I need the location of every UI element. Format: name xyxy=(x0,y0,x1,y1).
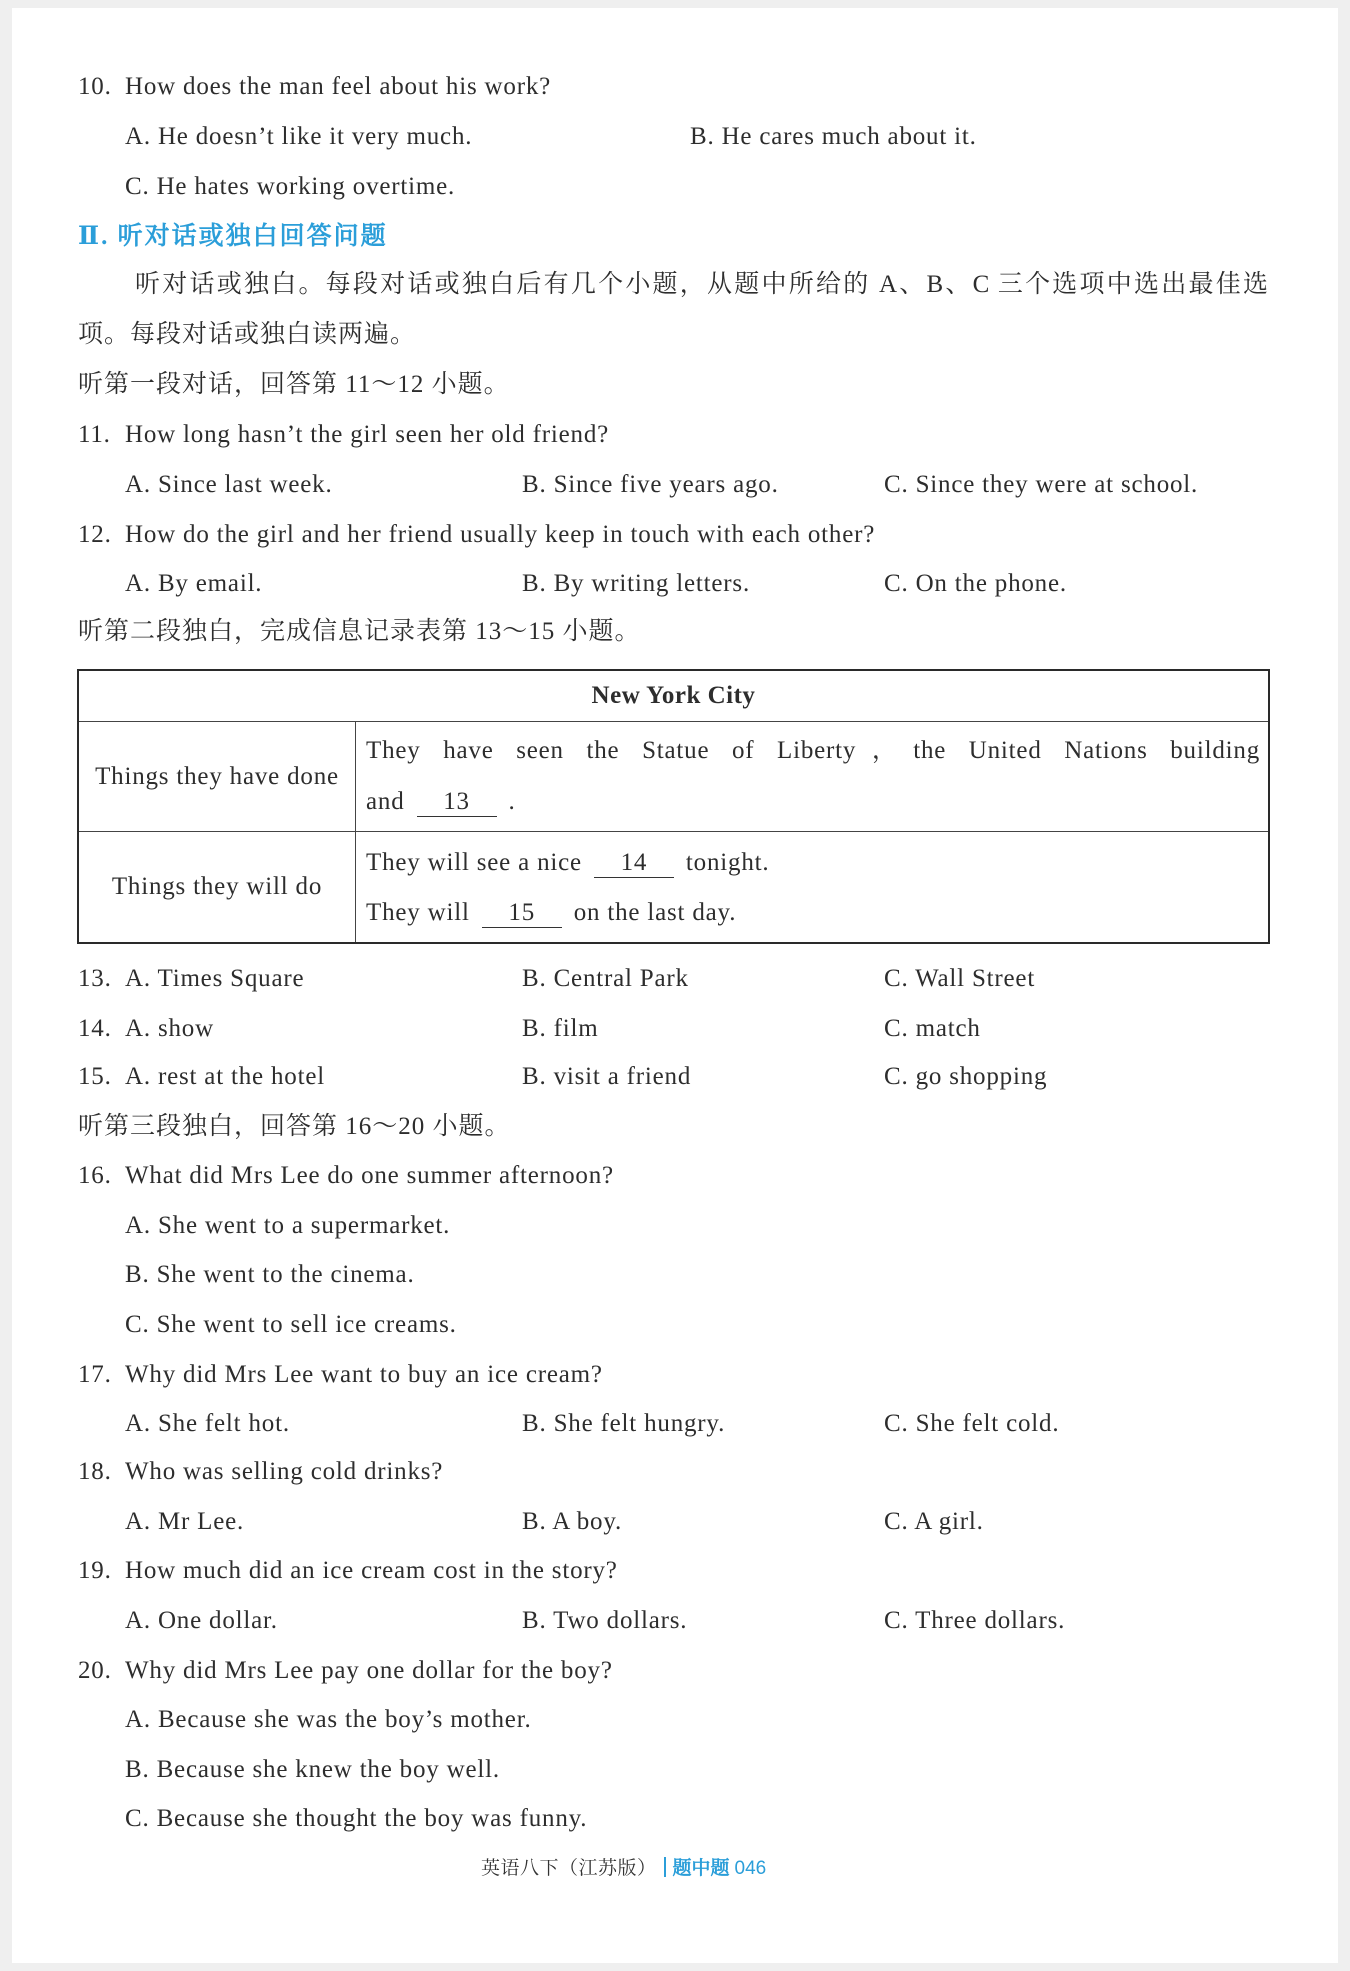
option-a: A. rest at the hotel xyxy=(125,1063,325,1090)
question-17-options xyxy=(0,1407,1300,1441)
question-20-option-b xyxy=(0,1753,1300,1787)
line-text: on the last day. xyxy=(573,899,737,926)
row-content xyxy=(356,722,1268,831)
question-number: 13. xyxy=(78,965,112,992)
option-b: B. By writing letters. xyxy=(522,570,751,597)
option-b: B. visit a friend xyxy=(522,1063,692,1090)
part-heading-text: 听第二段独白，完成信息记录表第 13～15 小题。 xyxy=(78,618,641,645)
info-record-table xyxy=(77,669,1270,944)
book-title: 英语八下（江苏版） xyxy=(481,1858,657,1879)
part-heading-text: 听第三段独白，回答第 16～20 小题。 xyxy=(78,1113,511,1140)
question-16 xyxy=(0,1159,1300,1193)
question-number: 20. xyxy=(78,1657,112,1684)
part-heading-text: 听第一段对话，回答第 11～12 小题。 xyxy=(78,371,510,398)
line-text: and xyxy=(366,788,405,815)
question-15 xyxy=(0,1060,1300,1094)
section-title: Ⅱ. 听对话或独白回答问题 xyxy=(78,223,388,250)
question-number: 11. xyxy=(78,421,111,448)
question-20-option-a xyxy=(0,1703,1300,1737)
blank-15: 15 xyxy=(482,899,562,928)
option-c: C. go shopping xyxy=(884,1063,1048,1090)
question-11-options xyxy=(0,468,1300,502)
content-line xyxy=(366,846,1260,880)
option-c: C. Because she thought the boy was funny. xyxy=(125,1805,588,1832)
table-title: New York City xyxy=(79,671,1268,722)
option-b: B. He cares much about it. xyxy=(690,123,977,150)
line-text: . xyxy=(508,788,516,815)
question-19 xyxy=(0,1554,1300,1588)
question-number: 12. xyxy=(78,521,112,548)
page-footer xyxy=(481,1854,766,1882)
option-c: C. A girl. xyxy=(884,1508,984,1535)
option-c: C. match xyxy=(884,1015,981,1042)
line-text: They will see a nice xyxy=(366,849,582,876)
instructions-line-2 xyxy=(0,318,1300,352)
part-1-heading xyxy=(0,368,1300,402)
blank-14: 14 xyxy=(594,849,674,878)
question-stem: Why did Mrs Lee pay one dollar for the boy? xyxy=(125,1657,613,1684)
question-16-option-b xyxy=(0,1258,1300,1292)
question-number: 18. xyxy=(78,1458,112,1485)
option-b: B. A boy. xyxy=(522,1508,623,1535)
option-a: A. By email. xyxy=(125,570,263,597)
question-20 xyxy=(0,1654,1300,1688)
table-row-done xyxy=(79,722,1268,832)
question-number: 16. xyxy=(78,1162,112,1189)
option-b: B. Since five years ago. xyxy=(522,471,779,498)
row-label: Things they have done xyxy=(79,722,356,831)
series-name: 题中题 xyxy=(672,1857,730,1879)
question-20-option-c xyxy=(0,1802,1300,1836)
row-content xyxy=(356,832,1268,942)
option-a: A. She went to a supermarket. xyxy=(125,1212,451,1239)
question-11 xyxy=(0,418,1300,452)
question-13 xyxy=(0,962,1300,996)
question-19-options xyxy=(0,1604,1300,1638)
option-a: A. Mr Lee. xyxy=(125,1508,245,1535)
question-17 xyxy=(0,1358,1300,1392)
question-12 xyxy=(0,518,1300,552)
question-14 xyxy=(0,1012,1300,1046)
table-row-will-do xyxy=(79,832,1268,942)
option-b: B. Two dollars. xyxy=(522,1607,688,1634)
question-stem: How do the girl and her friend usually keep in touch with each other? xyxy=(125,521,876,548)
blank-13: 13 xyxy=(417,788,497,817)
question-stem: How long hasn’t the girl seen her old friend? xyxy=(125,421,610,448)
content-line xyxy=(366,785,1260,819)
page-number: 046 xyxy=(734,1858,767,1879)
question-10-options-row-1 xyxy=(0,120,1300,154)
part-2-heading xyxy=(0,615,1300,649)
option-b: B. She felt hungry. xyxy=(522,1410,726,1437)
line-text: tonight. xyxy=(685,849,770,876)
option-a: A. show xyxy=(125,1015,214,1042)
line-text: They will xyxy=(366,899,470,926)
option-a: A. Times Square xyxy=(125,965,305,992)
option-c: C. On the phone. xyxy=(884,570,1067,597)
question-10-options-row-2 xyxy=(0,170,1300,204)
question-number: 10. xyxy=(78,73,112,100)
option-c: C. He hates working overtime. xyxy=(125,173,456,200)
instructions-line-1: 听对话或独白。每段对话或独白后有几个小题，从题中所给的 A、B、C 三个选项中选出最佳选 xyxy=(135,271,1268,298)
question-stem: What did Mrs Lee do one summer afternoon? xyxy=(125,1162,614,1189)
question-16-option-c xyxy=(0,1308,1300,1342)
footer-divider xyxy=(664,1857,666,1877)
option-a: A. She felt hot. xyxy=(125,1410,290,1437)
option-c: C. Three dollars. xyxy=(884,1607,1066,1634)
question-12-options xyxy=(0,567,1300,601)
question-number: 19. xyxy=(78,1557,112,1584)
option-b: B. Because she knew the boy well. xyxy=(125,1756,500,1783)
question-stem: How much did an ice cream cost in the story? xyxy=(125,1557,618,1584)
instructions-text: 项。每段对话或独白读两遍。 xyxy=(78,321,417,348)
question-16-option-a xyxy=(0,1209,1300,1243)
option-b: B. Central Park xyxy=(522,965,689,992)
option-a: A. One dollar. xyxy=(125,1607,278,1634)
question-stem: Who was selling cold drinks? xyxy=(125,1458,444,1485)
question-stem: How does the man feel about his work? xyxy=(125,73,552,100)
row-label: Things they will do xyxy=(79,832,356,942)
part-3-heading xyxy=(0,1110,1300,1144)
content-line xyxy=(366,896,1260,930)
question-number: 17. xyxy=(78,1361,112,1388)
question-number: 15. xyxy=(78,1063,112,1090)
option-b: B. film xyxy=(522,1015,599,1042)
question-18-options xyxy=(0,1505,1300,1539)
question-stem: Why did Mrs Lee want to buy an ice cream? xyxy=(125,1361,603,1388)
question-18 xyxy=(0,1455,1300,1489)
option-c: C. She went to sell ice creams. xyxy=(125,1311,457,1338)
question-10 xyxy=(0,70,1300,104)
question-number: 14. xyxy=(78,1015,112,1042)
option-c: C. Wall Street xyxy=(884,965,1036,992)
content-line: They have seen the Statue of Liberty，the United Nations building xyxy=(366,737,1260,764)
option-c: C. She felt cold. xyxy=(884,1410,1060,1437)
option-a: A. He doesn’t like it very much. xyxy=(125,123,473,150)
option-a: A. Since last week. xyxy=(125,471,333,498)
option-a: A. Because she was the boy’s mother. xyxy=(125,1706,532,1733)
option-c: C. Since they were at school. xyxy=(884,471,1199,498)
option-b: B. She went to the cinema. xyxy=(125,1261,415,1288)
